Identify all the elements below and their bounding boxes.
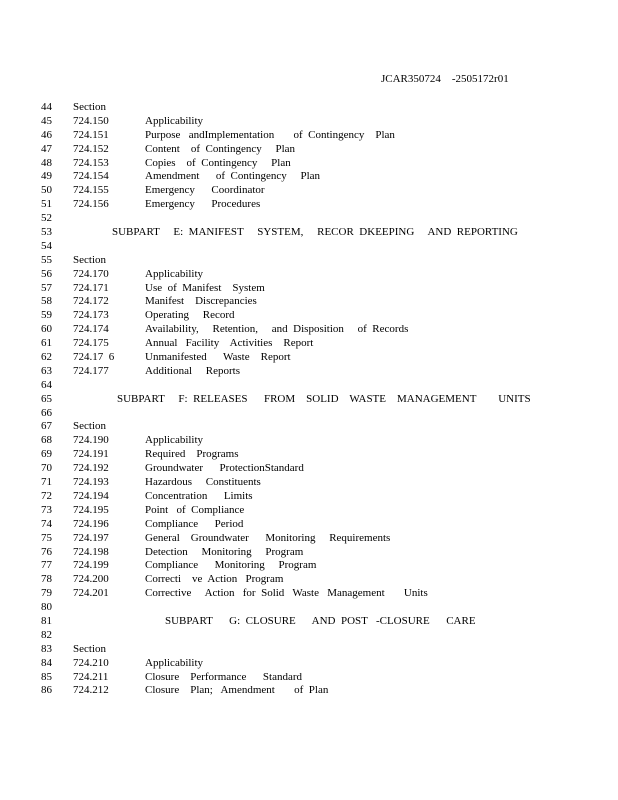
document-line — [0, 559, 618, 573]
section-number: 724.199 — [73, 559, 109, 572]
section-number: 724.156 — [73, 198, 109, 211]
line-number: 70 — [41, 462, 52, 475]
document-line — [0, 546, 618, 560]
section-number: 724.151 — [73, 128, 109, 141]
line-number: 64 — [41, 378, 52, 391]
line-number: 77 — [41, 559, 52, 572]
section-number: 724.195 — [73, 503, 109, 516]
section-number: 724.210 — [73, 656, 109, 669]
section-number: 724.201 — [73, 587, 109, 600]
section-number: 724.173 — [73, 309, 109, 322]
document-line — [0, 129, 618, 143]
document-line — [0, 143, 618, 157]
section-title: Emergency Coordinator — [145, 184, 265, 197]
document-line — [0, 240, 618, 254]
line-number: 69 — [41, 448, 52, 461]
section-title: Unmanifested Waste Report — [145, 351, 291, 364]
section-title: Operating Record — [145, 309, 235, 322]
document-id: JCAR350724 -2505172r01 — [381, 73, 509, 85]
section-title: Detection Monitoring Program — [145, 545, 304, 558]
document-line — [0, 365, 618, 379]
line-number: 53 — [41, 226, 52, 239]
line-number: 72 — [41, 489, 52, 502]
document-line — [0, 254, 618, 268]
document-line — [0, 295, 618, 309]
line-number: 76 — [41, 545, 52, 558]
line-number: 68 — [41, 434, 52, 447]
section-title: Purpose andImplementation of Contingency Plan — [145, 128, 395, 141]
subpart-heading: SUBPART G: CLOSURE AND POST -CLOSURE CARE — [165, 614, 476, 627]
document-line — [0, 115, 618, 129]
section-number: 724.198 — [73, 545, 109, 558]
section-number: 724.152 — [73, 142, 109, 155]
section-title: Applicability — [145, 434, 204, 447]
section-number: 724.171 — [73, 281, 109, 294]
section-title: Closure Performance Standard — [145, 670, 303, 683]
document-line — [0, 532, 618, 546]
line-number: 66 — [41, 406, 52, 419]
line-number: 44 — [41, 101, 52, 113]
line-number: 71 — [41, 476, 52, 489]
document-line — [0, 407, 618, 421]
document-line — [0, 657, 618, 671]
section-title: Compliance Monitoring Program — [145, 559, 317, 572]
section-title: Manifest Discrepancies — [145, 295, 257, 308]
subpart-heading: SUBPART F: RELEASES FROM SOLID WASTE MANAGEMENT UNITS — [117, 392, 531, 405]
section-number: 724.191 — [73, 448, 109, 461]
document-line — [0, 282, 618, 296]
line-number: 79 — [41, 587, 52, 600]
section-label: Section — [73, 420, 106, 433]
document-line — [0, 671, 618, 685]
document-line — [0, 226, 618, 240]
section-number: 724.170 — [73, 267, 109, 280]
document-line — [0, 393, 618, 407]
document-line — [0, 462, 618, 476]
section-label: Section — [73, 253, 106, 266]
document-line — [0, 643, 618, 657]
section-number: 724.212 — [73, 684, 109, 697]
line-number: 47 — [41, 142, 52, 155]
document-line — [0, 573, 618, 587]
line-number: 75 — [41, 531, 52, 544]
section-title: Required Programs — [145, 448, 239, 461]
section-number: 724.175 — [73, 337, 109, 350]
document-line — [0, 490, 618, 504]
document-line — [0, 268, 618, 282]
line-number: 56 — [41, 267, 52, 280]
document-line — [0, 684, 618, 698]
line-number: 62 — [41, 351, 52, 364]
line-number: 55 — [41, 253, 52, 266]
line-number: 46 — [41, 128, 52, 141]
section-title: Concentration Limits — [145, 489, 253, 502]
section-title: Emergency Procedures — [145, 198, 261, 211]
section-title: Closure Plan; Amendment of Plan — [145, 684, 329, 697]
section-title: Amendment of Contingency Plan — [145, 170, 321, 183]
section-title: Corrective Action for Solid Waste Management Units — [145, 587, 428, 600]
section-number: 724.194 — [73, 489, 109, 502]
document-line — [0, 101, 618, 115]
line-number: 49 — [41, 170, 52, 183]
section-title: General Groundwater Monitoring Requirements — [145, 531, 391, 544]
document-line — [0, 518, 618, 532]
section-number: 724.190 — [73, 434, 109, 447]
line-list — [0, 101, 618, 698]
section-label: Section — [73, 642, 106, 655]
document-line — [0, 629, 618, 643]
document-line — [0, 157, 618, 171]
section-number: 724.193 — [73, 476, 109, 489]
line-number: 51 — [41, 198, 52, 211]
section-title: Correcti ve Action Program — [145, 573, 284, 586]
line-number: 67 — [41, 420, 52, 433]
line-number: 81 — [41, 614, 52, 627]
document-line — [0, 309, 618, 323]
line-number: 60 — [41, 323, 52, 336]
section-number: 724.192 — [73, 462, 109, 475]
section-number: 724.153 — [73, 156, 109, 169]
line-number: 48 — [41, 156, 52, 169]
section-title: Content of Contingency Plan — [145, 142, 296, 155]
document-line — [0, 448, 618, 462]
document-line — [0, 170, 618, 184]
document-line — [0, 476, 618, 490]
document-line — [0, 198, 618, 212]
document-line — [0, 504, 618, 518]
section-title: Availability, Retention, and Disposition of Records — [145, 323, 409, 336]
section-title: Annual Facility Activities Report — [145, 337, 314, 350]
line-number: 78 — [41, 573, 52, 586]
section-number: 724.150 — [73, 114, 109, 127]
document-line — [0, 420, 618, 434]
section-number: 724.17 6 — [73, 351, 115, 364]
line-number: 50 — [41, 184, 52, 197]
document-line — [0, 337, 618, 351]
document-line — [0, 323, 618, 337]
section-title: Applicability — [145, 114, 204, 127]
line-number: 85 — [41, 670, 52, 683]
section-number: 724.200 — [73, 573, 109, 586]
section-title: Copies of Contingency Plan — [145, 156, 291, 169]
line-number: 45 — [41, 114, 52, 127]
section-title: Applicability — [145, 267, 204, 280]
section-title: Use of Manifest System — [145, 281, 265, 294]
line-number: 63 — [41, 364, 52, 377]
section-number: 724.174 — [73, 323, 109, 336]
document-line — [0, 184, 618, 198]
section-number: 724.197 — [73, 531, 109, 544]
line-number: 61 — [41, 337, 52, 350]
line-number: 74 — [41, 517, 52, 530]
section-title: Applicability — [145, 656, 204, 669]
document-line — [0, 379, 618, 393]
line-number: 83 — [41, 642, 52, 655]
section-number: 724.211 — [73, 670, 109, 683]
line-number: 73 — [41, 503, 52, 516]
line-number: 80 — [41, 601, 52, 614]
line-number: 58 — [41, 295, 52, 308]
section-title: Hazardous Constituents — [145, 476, 261, 489]
section-number: 724.172 — [73, 295, 109, 308]
section-title: Groundwater ProtectionStandard — [145, 462, 304, 475]
line-number: 59 — [41, 309, 52, 322]
document-line — [0, 212, 618, 226]
section-number: 724.177 — [73, 364, 109, 377]
line-number: 84 — [41, 656, 52, 669]
section-title: Additional Reports — [145, 364, 241, 377]
document-line — [0, 601, 618, 615]
line-number: 86 — [41, 684, 52, 697]
section-number: 724.196 — [73, 517, 109, 530]
document-line — [0, 351, 618, 365]
line-number: 54 — [41, 239, 52, 252]
line-number: 65 — [41, 392, 52, 405]
document-line — [0, 434, 618, 448]
section-title: Point of Compliance — [145, 503, 245, 516]
line-number: 57 — [41, 281, 52, 294]
document-line — [0, 587, 618, 601]
subpart-heading: SUBPART E: MANIFEST SYSTEM, RECOR DKEEPING AND REPORTING — [112, 226, 518, 239]
section-number: 724.155 — [73, 184, 109, 197]
section-label: Section — [73, 101, 106, 113]
section-title: Compliance Period — [145, 517, 244, 530]
line-number: 82 — [41, 628, 52, 641]
section-number: 724.154 — [73, 170, 109, 183]
line-number: 52 — [41, 212, 52, 225]
document-line — [0, 615, 618, 629]
